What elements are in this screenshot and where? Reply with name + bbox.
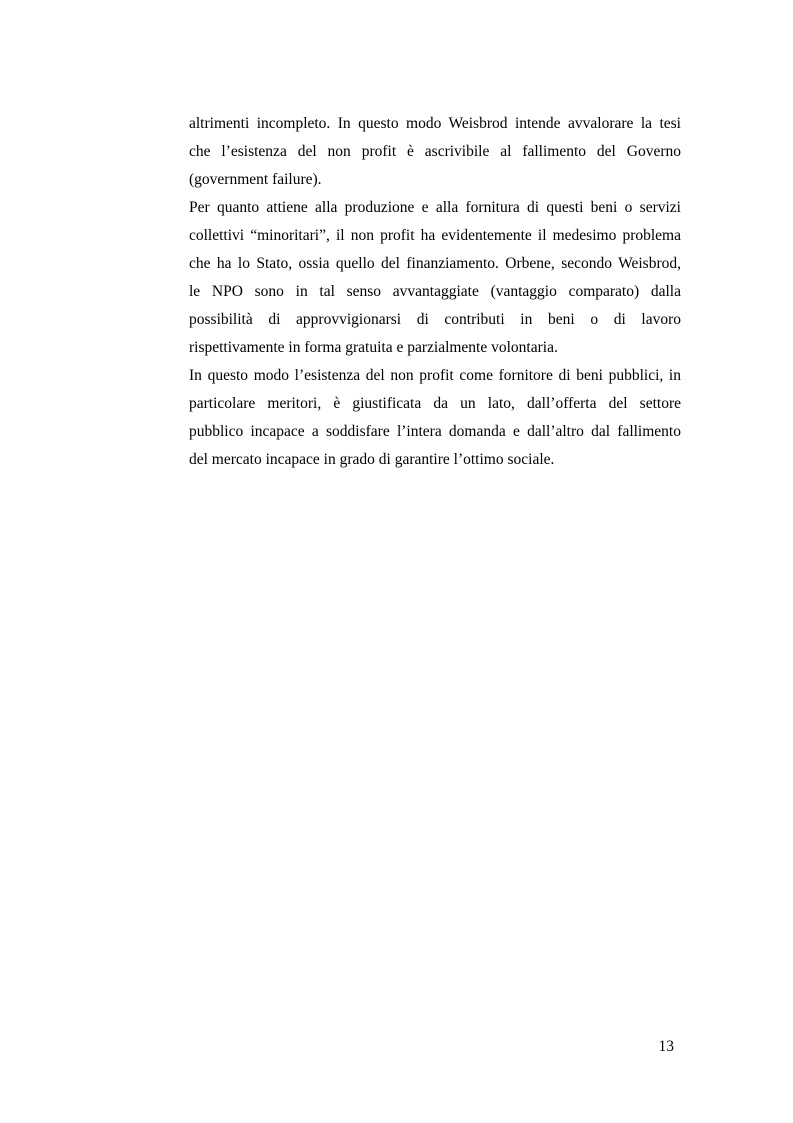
page-number: 13: [658, 1038, 674, 1055]
paragraph-1-line-2: che l’esistenza del non profit è ascrivibile al fallimento del Governo: [189, 143, 681, 160]
paragraph-3-line-4: del mercato incapace in grado di garantire l’ottimo sociale.: [189, 451, 555, 468]
body-text: [189, 110, 681, 474]
paragraph-2-line-1: Per quanto attiene alla produzione e alla fornitura di questi beni o servizi: [189, 199, 681, 216]
paragraph-3-line-3: pubblico incapace a soddisfare l’intera domanda e dall’altro dal fallimento: [189, 423, 681, 440]
paragraph-1-line-3: (government failure).: [189, 171, 322, 188]
paragraph-3-line-2: particolare meritori, è giustificata da un lato, dall’offerta del settore: [189, 395, 681, 412]
paragraph-2-line-4: le NPO sono in tal senso avvantaggiate (vantaggio comparato) dalla: [189, 283, 681, 300]
paragraph-1-line-1: altrimenti incompleto. In questo modo Weisbrod intende avvalorare la tesi: [189, 115, 681, 132]
paragraph-3-line-1: In questo modo l’esistenza del non profit come fornitore di beni pubblici, in: [189, 367, 681, 384]
paragraph-2-line-5: possibilità di approvvigionarsi di contributi in beni o di lavoro: [189, 311, 681, 328]
paragraph-2-line-6: rispettivamente in forma gratuita e parzialmente volontaria.: [189, 339, 558, 356]
paragraph-2-line-2: collettivi “minoritari”, il non profit ha evidentemente il medesimo problema: [189, 227, 681, 244]
paragraph-2-line-3: che ha lo Stato, ossia quello del finanziamento. Orbene, secondo Weisbrod,: [189, 255, 681, 272]
